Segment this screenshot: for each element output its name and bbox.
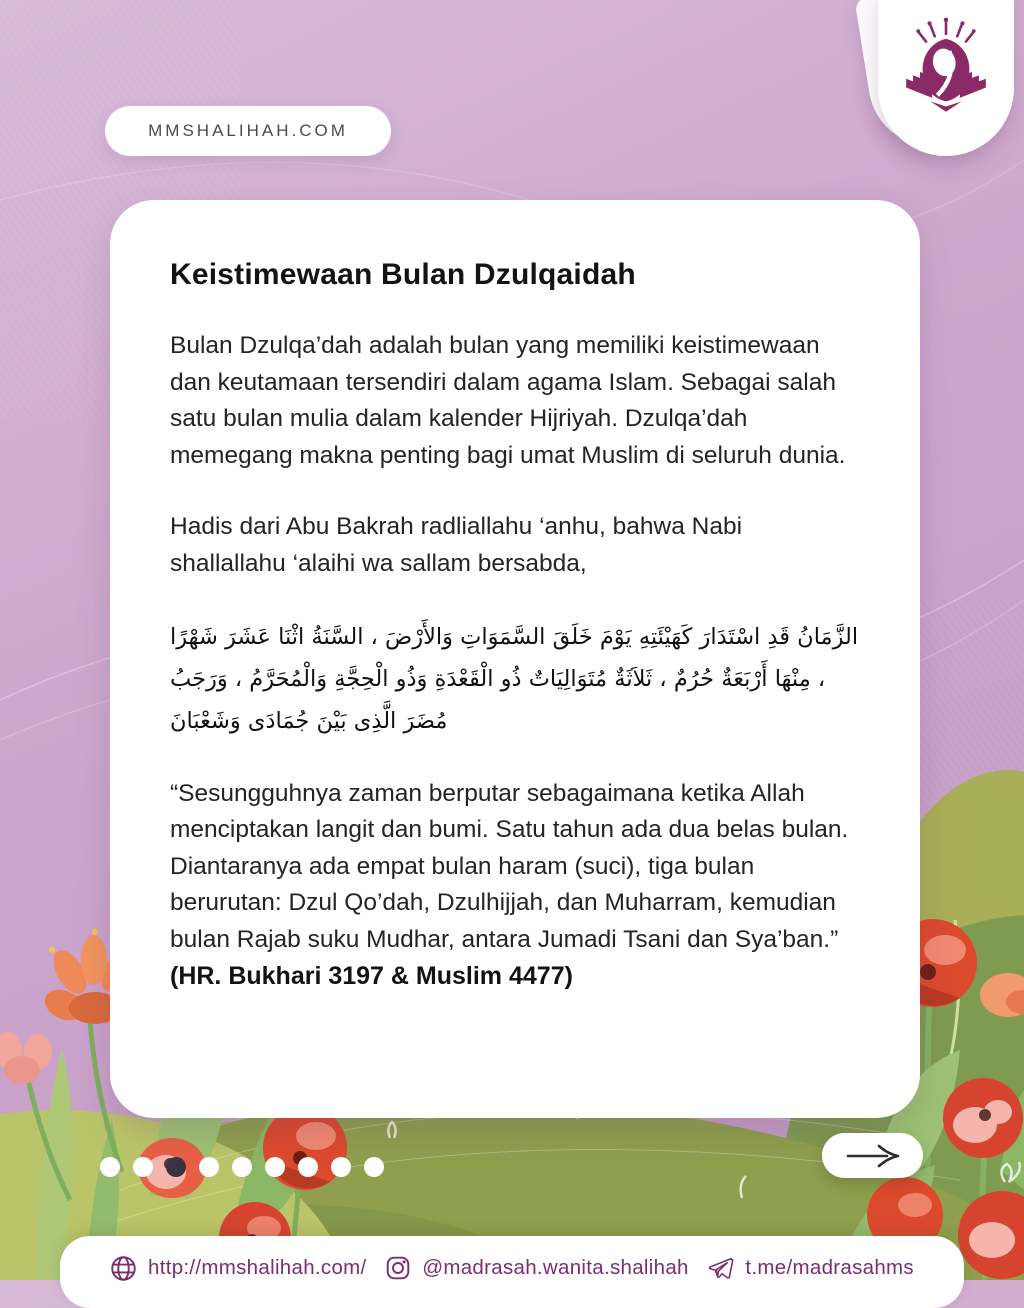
crown-hijab-book-logo-icon <box>894 11 998 131</box>
hadith-translation: “Sesungguhnya zaman berputar sebagaimana ketika Allah menciptakan langit dan bumi. Satu tahun ada dua belas bulan. Diantaranya ada empat bulan haram (suci), tiga bulan berurutan: Dzul Qo’dah, Dzulhijjah, dan Muharram, kemudian bulan Rajab suku Mudhar, antara Jumadi Tsani dan Sya’ban.” <box>170 779 849 953</box>
pagination-dot[interactable] <box>199 1157 219 1177</box>
hadith-intro-paragraph: Hadis dari Abu Bakrah radliallahu ‘anhu, bahwa Nabi shallallahu ‘alaihi wa sallam bersabda, <box>170 513 743 577</box>
pagination-dots <box>100 1157 384 1177</box>
page-title: Keistimewaan Bulan Dzulqaidah <box>170 258 636 291</box>
pagination-dot[interactable] <box>232 1157 252 1177</box>
website-link-label: http://mmshalihah.com/ <box>148 1256 367 1279</box>
intro-paragraph: Bulan Dzulqa’dah adalah bulan yang memiliki keistimewaan dan keutamaan tersendiri dalam agama Islam. Sebagai salah satu bulan mulia dalam kalender Hijriyah. Dzulqa’dah memegang makna penting bagi umat Muslim di seluruh dunia. <box>170 332 846 469</box>
globe-icon <box>110 1255 137 1282</box>
footer-bar <box>60 1236 964 1308</box>
pagination-dot[interactable] <box>265 1157 285 1177</box>
pagination-dot[interactable] <box>364 1157 384 1177</box>
pink-flower <box>0 1032 52 1084</box>
instagram-icon <box>385 1255 411 1281</box>
telegram-icon <box>707 1255 734 1282</box>
instagram-link-label: @madrasah.wanita.shalihah <box>422 1256 689 1279</box>
hadith-source: (HR. Bukhari 3197 & Muslim 4477) <box>170 962 573 991</box>
logo-sheet-front <box>878 0 1014 156</box>
pagination-dot[interactable] <box>331 1157 351 1177</box>
website-link[interactable] <box>110 1255 367 1282</box>
site-badge <box>105 106 391 156</box>
pagination-dot[interactable] <box>166 1157 186 1177</box>
instagram-link[interactable] <box>385 1255 688 1281</box>
telegram-link-label: t.me/madrasahms <box>745 1256 914 1279</box>
next-button[interactable] <box>822 1133 923 1178</box>
pagination-dot[interactable] <box>298 1157 318 1177</box>
brand-logo <box>862 0 1018 170</box>
pagination-dot[interactable] <box>100 1157 120 1177</box>
arrow-right-icon <box>841 1142 905 1170</box>
pagination-dot[interactable] <box>133 1157 153 1177</box>
arabic-hadith-text: الزَّمَانُ قَدِ اسْتَدَارَ كَهَيْئَتِهِ يَوْمَ خَلَقَ السَّمَوَاتِ وَالأَرْضَ ، السَّنَةُ اثْنَا عَشَرَ شَهْرًا ، مِنْهَا أَرْبَعَةٌ حُرُمٌ ، ثَلاَثَةٌ مُتَوَالِيَاتٌ ذُو الْقَعْدَةِ وَذُو الْحِجَّةِ وَالْمُحَرَّمُ ، وَرَجَبُ مُضَرَ الَّذِى بَيْنَ جُمَادَى وَشَعْبَانَ <box>170 624 859 734</box>
telegram-link[interactable] <box>707 1255 914 1282</box>
site-badge-label: MMSHALIHAH.COM <box>148 121 348 140</box>
content-card <box>110 200 920 1118</box>
